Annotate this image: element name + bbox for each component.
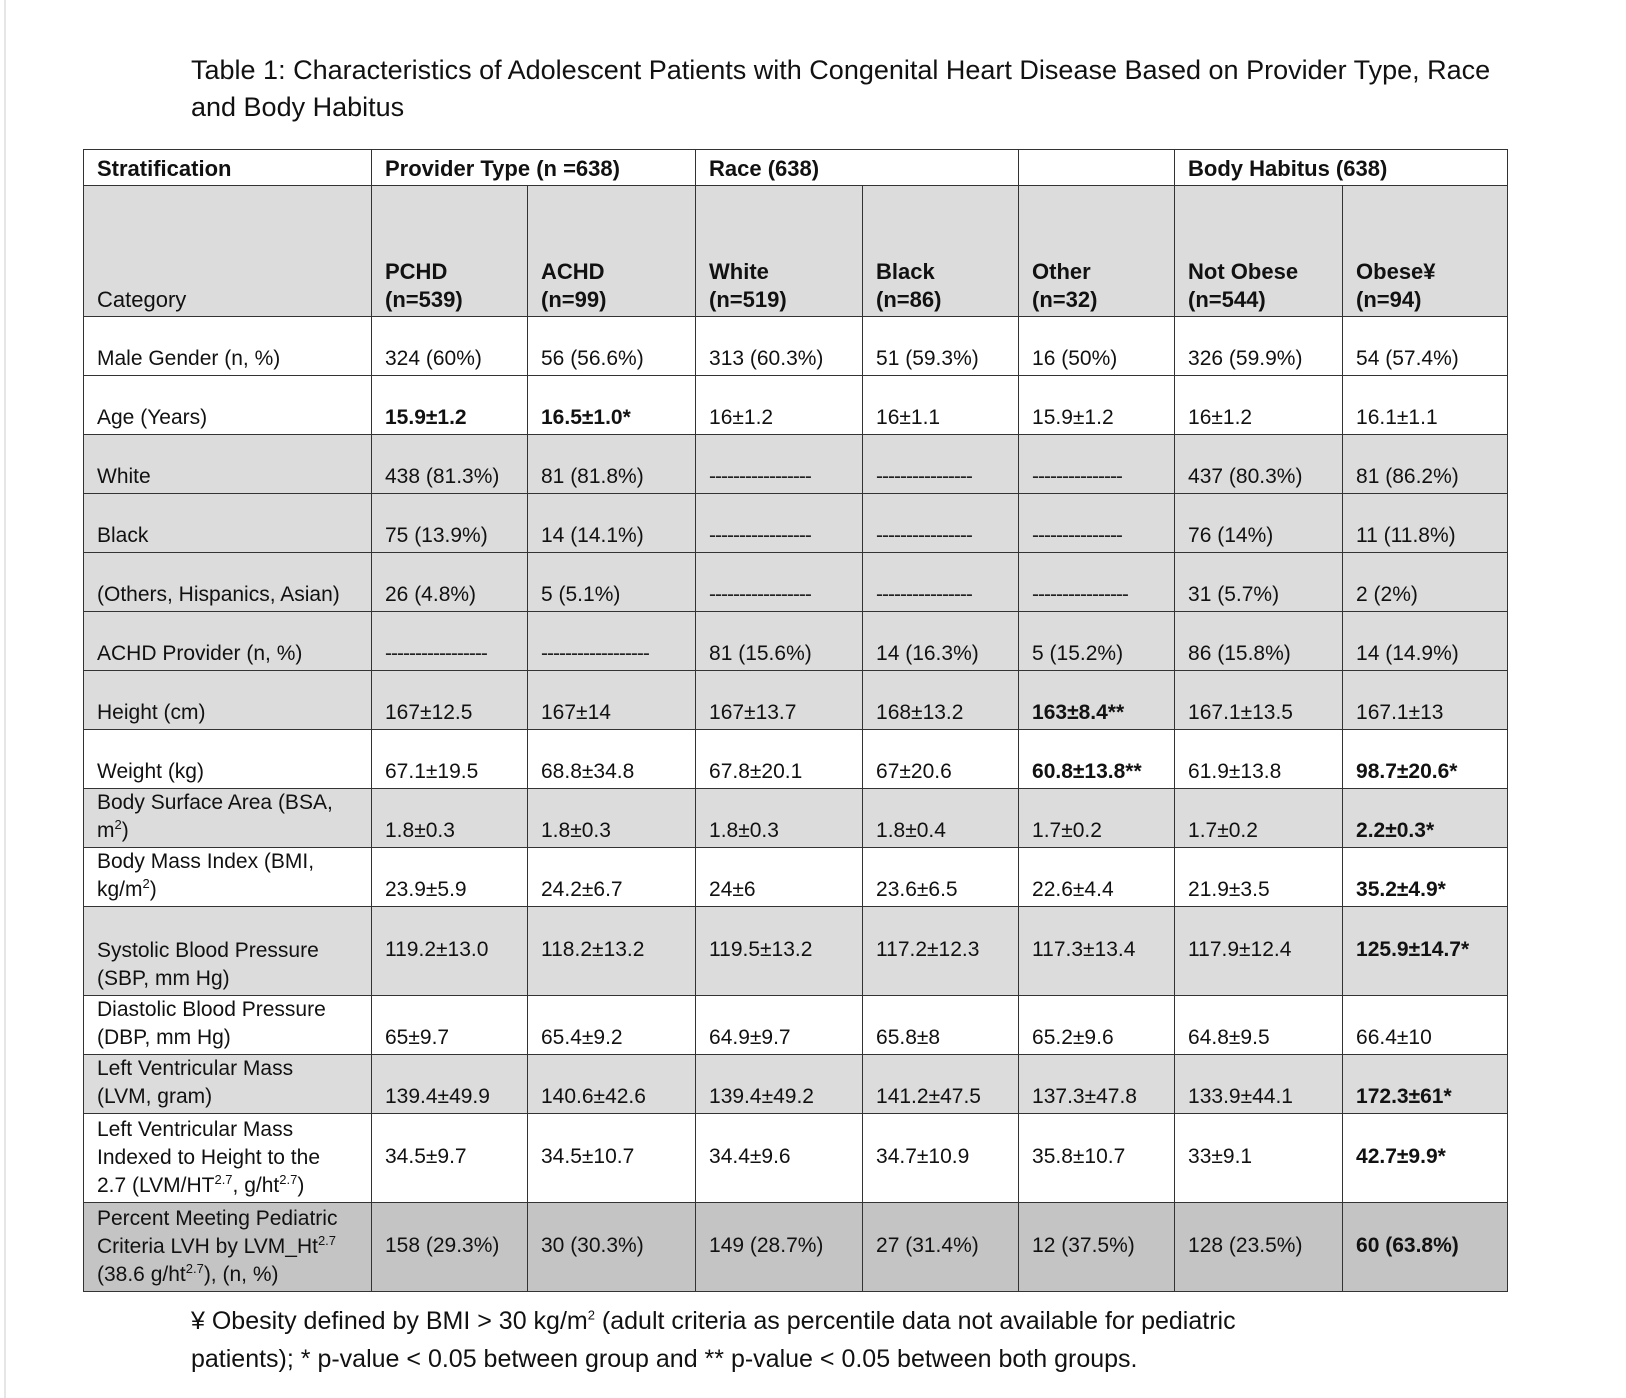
cell: 65±9.7 [372,996,528,1055]
cell: 5 (5.1%) [528,553,696,612]
cell: 313 (60.3%) [696,317,863,376]
cell: 61.9±13.8 [1175,730,1343,789]
cell: 34.5±10.7 [528,1114,696,1203]
table-row [84,789,1508,848]
row-label: Systolic Blood Pressure (SBP, mm Hg) [84,907,372,996]
cell: 65.8±8 [863,996,1019,1055]
cell: 51 (59.3%) [863,317,1019,376]
cell: 35.8±10.7 [1019,1114,1175,1203]
cell: 34.5±9.7 [372,1114,528,1203]
cell: 60.8±13.8** [1019,730,1175,789]
cell: 81 (15.6%) [696,612,863,671]
table-row [84,553,1508,612]
cell: 137.3±47.8 [1019,1055,1175,1114]
cell: 14 (16.3%) [863,612,1019,671]
cell: 16.1±1.1 [1343,376,1508,435]
cell: 1.8±0.3 [372,789,528,848]
cell: 172.3±61* [1343,1055,1508,1114]
cell: 67.1±19.5 [372,730,528,789]
table-row [84,1114,1508,1203]
cell: 60 (63.8%) [1343,1203,1508,1292]
cell: 34.7±10.9 [863,1114,1019,1203]
cell: 128 (23.5%) [1175,1203,1343,1292]
footnote: ¥ Obesity defined by BMI > 30 $kg/m^2$ (adult criteria as percentile data not available for pediatric patients); * p-value < 0.05 between group and ** p-value < 0.05 between both groups. [191,1307,1236,1373]
cell: 24±6 [696,848,863,907]
table-row [84,907,1508,996]
cell: 1.8±0.3 [528,789,696,848]
cell: 119.2±13.0 [372,907,528,996]
cell: ----------------- [696,553,863,612]
cell: 326 (59.9%) [1175,317,1343,376]
cell: 1.8±0.3 [696,789,863,848]
cell: ---------------- [863,553,1019,612]
row-label: Left Ventricular Mass Indexed to Height to the 2.7 ($LVM/HT^{2.7}$, $g/ht^{2.7}$) [84,1114,372,1203]
cell: 14 (14.1%) [528,494,696,553]
cell: 5 (15.2%) [1019,612,1175,671]
table-caption: Table 1: Characteristics of Adolescent Patients with Congenital Heart Disease Based on Provider Type, Race and Body Habitus [191,55,1491,122]
cell: ----------------- [372,612,528,671]
cell: 26 (4.8%) [372,553,528,612]
cell: 27 (31.4%) [863,1203,1019,1292]
cell: 119.5±13.2 [696,907,863,996]
cell: ---------------- [863,435,1019,494]
row-label: ACHD Provider (n, %) [84,612,372,671]
cell: 23.9±5.9 [372,848,528,907]
category-row [84,186,1508,317]
cell: 11 (11.8%) [1343,494,1508,553]
cell: 1.8±0.4 [863,789,1019,848]
table-row [84,376,1508,435]
row-label: Black [84,494,372,553]
cell: 139.4±49.9 [372,1055,528,1114]
cell: 64.8±9.5 [1175,996,1343,1055]
table-row [84,435,1508,494]
cell: 167±12.5 [372,671,528,730]
cell: 140.6±42.6 [528,1055,696,1114]
row-label: Left Ventricular Mass (LVM, gram) [84,1055,372,1114]
table-row [84,996,1508,1055]
table-row [84,317,1508,376]
cell: 437 (80.3%) [1175,435,1343,494]
cell: 168±13.2 [863,671,1019,730]
cell: 65.2±9.6 [1019,996,1175,1055]
row-label: Weight (kg) [84,730,372,789]
cell: 141.2±47.5 [863,1055,1019,1114]
cell: 76 (14%) [1175,494,1343,553]
cell: ---------------- [1019,553,1175,612]
cell: ----------------- [696,494,863,553]
row-label: Age (Years) [84,376,372,435]
cell: 15.9±1.2 [372,376,528,435]
category-obese: Obese¥ (n=94) [1343,186,1508,317]
table-row [84,1055,1508,1114]
cell: 167±13.7 [696,671,863,730]
cell: --------------- [1019,435,1175,494]
header-provider-type: Provider Type (n =638) [372,150,696,186]
table-row [84,730,1508,789]
cell: 42.7±9.9* [1343,1114,1508,1203]
cell: 167.1±13 [1343,671,1508,730]
category-black: Black (n=86) [863,186,1019,317]
cell: 56 (56.6%) [528,317,696,376]
header-blank [1019,150,1175,186]
cell: 167.1±13.5 [1175,671,1343,730]
category-white: White (n=519) [696,186,863,317]
cell: 65.4±9.2 [528,996,696,1055]
cell: 81 (86.2%) [1343,435,1508,494]
cell: 12 (37.5%) [1019,1203,1175,1292]
cell: 86 (15.8%) [1175,612,1343,671]
cell: 125.9±14.7* [1343,907,1508,996]
cell: 16±1.2 [1175,376,1343,435]
cell: 21.9±3.5 [1175,848,1343,907]
cell: 118.2±13.2 [528,907,696,996]
cell: 30 (30.3%) [528,1203,696,1292]
cell: 67±20.6 [863,730,1019,789]
cell: 35.2±4.9* [1343,848,1508,907]
cell: ------------------ [528,612,696,671]
cell: 68.8±34.8 [528,730,696,789]
cell: --------------- [1019,494,1175,553]
table-row [84,1203,1508,1292]
row-label: Percent Meeting Pediatric Criteria LVH by $LVM\_Ht^{2.7}$ (38.6 $g/ht^{2.7}$), (n, %) [84,1203,372,1292]
header-body-habitus: Body Habitus (638) [1175,150,1508,186]
cell: 324 (60%) [372,317,528,376]
cell: 75 (13.9%) [372,494,528,553]
cell: 139.4±49.2 [696,1055,863,1114]
row-label: Body Mass Index (BMI, $kg/m^2$) [84,848,372,907]
cell: 2.2±0.3* [1343,789,1508,848]
category-pchd: PCHD (n=539) [372,186,528,317]
cell: 438 (81.3%) [372,435,528,494]
category-other: Other (n=32) [1019,186,1175,317]
cell: 16 (50%) [1019,317,1175,376]
table-row [84,671,1508,730]
table-row [84,494,1508,553]
category-achd: ACHD (n=99) [528,186,696,317]
characteristics-table [83,149,1508,1292]
cell: 149 (28.7%) [696,1203,863,1292]
row-label: (Others, Hispanics, Asian) [84,553,372,612]
row-label: Male Gender (n, %) [84,317,372,376]
row-label: Height (cm) [84,671,372,730]
cell: 98.7±20.6* [1343,730,1508,789]
category-label: Category [84,186,372,317]
row-label: Diastolic Blood Pressure (DBP, mm Hg) [84,996,372,1055]
cell: 66.4±10 [1343,996,1508,1055]
cell: 33±9.1 [1175,1114,1343,1203]
cell: ---------------- [863,494,1019,553]
cell: 1.7±0.2 [1175,789,1343,848]
cell: 117.2±12.3 [863,907,1019,996]
cell: 22.6±4.4 [1019,848,1175,907]
cell: 16.5±1.0* [528,376,696,435]
cell: 16±1.2 [696,376,863,435]
cell: 15.9±1.2 [1019,376,1175,435]
cell: 81 (81.8%) [528,435,696,494]
cell: 34.4±9.6 [696,1114,863,1203]
cell: ----------------- [696,435,863,494]
cell: 24.2±6.7 [528,848,696,907]
header-row [84,150,1508,186]
header-race: Race (638) [696,150,1019,186]
cell: 14 (14.9%) [1343,612,1508,671]
cell: 67.8±20.1 [696,730,863,789]
cell: 54 (57.4%) [1343,317,1508,376]
table-row [84,848,1508,907]
page-edge [4,0,6,1398]
cell: 2 (2%) [1343,553,1508,612]
cell: 117.9±12.4 [1175,907,1343,996]
row-label: White [84,435,372,494]
cell: 16±1.1 [863,376,1019,435]
cell: 64.9±9.7 [696,996,863,1055]
cell: 133.9±44.1 [1175,1055,1343,1114]
category-not-obese: Not Obese (n=544) [1175,186,1343,317]
row-label: Body Surface Area (BSA, $m^2$) [84,789,372,848]
cell: 167±14 [528,671,696,730]
cell: 158 (29.3%) [372,1203,528,1292]
table-row [84,612,1508,671]
cell: 1.7±0.2 [1019,789,1175,848]
cell: 117.3±13.4 [1019,907,1175,996]
cell: 31 (5.7%) [1175,553,1343,612]
header-stratification: Stratification [84,150,372,186]
cell: 163±8.4** [1019,671,1175,730]
cell: 23.6±6.5 [863,848,1019,907]
